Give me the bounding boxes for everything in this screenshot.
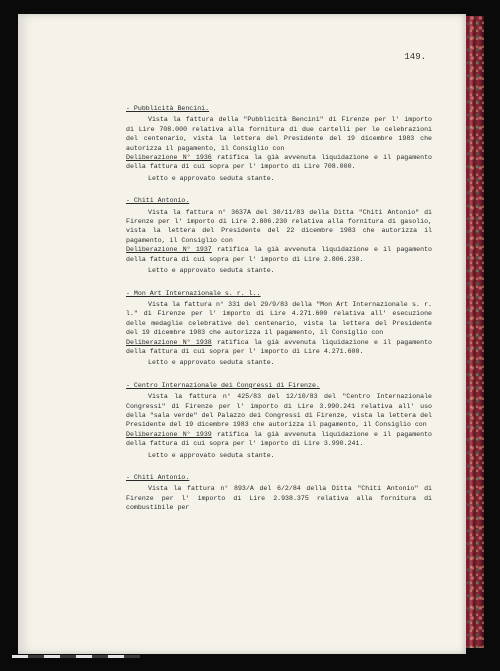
deliberation-text: ratifica la già avvenuta liquidazione e il pagamento della fattura di cui sopra per l' importo di Lire 708.000.	[126, 154, 432, 171]
deliberation-text: ratifica la già avvenuta liquidazione e il pagamento della fattura di cui sopra per l' importo di Lire 2.806.230.	[126, 246, 432, 263]
deliberation	[126, 430, 432, 449]
entry-chiti-antonio-1	[126, 196, 432, 275]
page-number: 149.	[404, 52, 426, 62]
entry-heading: - Mon Art Internazionale s. r. l..	[126, 289, 261, 297]
deliberation-label: Deliberazione N° 1938	[126, 338, 212, 346]
entry-centro-congressi	[126, 381, 432, 460]
entry-paragraph: Vista la fattura n° 331 del 29/9/83 della "Mon Art Internazionale s. r. l." di Firenze per l' importo di Lire 4.271.600 relativa all' esecuzione delle medaglie celebrative del centenario, vista la lettera del Presidente del 19 dicembre 1983 che autorizza il pagamento, il Consiglio con	[126, 300, 432, 337]
entry-paragraph: Vista la fattura n° 425/83 del 12/10/83 del "Centro Internazionale Congressi" di Firenze per l' importo di Lire 3.990.241 relativa all' uso della "sala verde" del Palazzo dei Congressi di Firenze, vista la lettera del Presidente del 19 dicembre 1983 che autorizza il pagamento, il Consiglio con	[126, 393, 432, 429]
deliberation	[126, 338, 432, 357]
deliberation-label: Deliberazione N° 1939	[126, 430, 212, 438]
entry-paragraph: Vista la fattura n° 3637A del 30/11/83 della Ditta "Chiti Antonio" di Firenze per l' importo di Lire 2.806.230 relativa alla fornitura di gasolio, vista la lettera del Presidente del 22 dicembre 1983 che autorizza il pagamento, il Consiglio con	[126, 208, 432, 244]
entry-mon-art	[126, 289, 432, 368]
scan-scale-ruler	[12, 655, 162, 663]
entry-heading: - Chiti Antonio.	[126, 197, 190, 205]
deliberation-label: Deliberazione N° 1936	[126, 154, 212, 162]
ruler-scale-bar	[12, 655, 140, 658]
entry-closing: Letto e approvato seduta stante.	[148, 267, 275, 275]
entry-chiti-antonio-2	[126, 473, 432, 513]
entry-closing: Letto e approvato seduta stante.	[148, 174, 275, 182]
entry-closing: Letto e approvato seduta stante.	[148, 451, 275, 459]
entry-heading: - Pubblicità Bencini.	[126, 105, 210, 112]
deliberation	[126, 245, 432, 264]
entry-paragraph: Vista la fattura n° 893/A del 6/2/84 della Ditta "Chiti Antonio" di Firenze per l' importo di Lire 2.938.375 relativa alla fornitura di combustibile per	[126, 485, 432, 512]
entry-pubblicita-bencini	[126, 104, 432, 183]
entry-heading: - Centro Internazionale dei Congressi di Firenze.	[126, 381, 320, 389]
page-content	[126, 104, 432, 526]
deliberation-text: ratifica la già avvenuta liquidazione e il pagamento della fattura di cui sopra per l' importo di Lire 3.990.241.	[126, 430, 432, 448]
deliberation-text: ratifica la già avvenuta liquidazione e il pagamento della fattura di cui sopra per l' importo di Lire 4.271.600.	[126, 338, 432, 355]
document-page	[18, 14, 466, 654]
entry-heading: - Chiti Antonio.	[126, 474, 190, 481]
deliberation-label: Deliberazione N° 1937	[126, 246, 212, 254]
deliberation	[126, 153, 432, 172]
entry-closing: Letto e approvato seduta stante.	[148, 359, 275, 367]
entry-paragraph: Vista la fattura della "Pubblicità Bencini" di Firenze per l' importo di Lire 708.000 relativa alla fornitura di due cartelli per le celebrazioni del centenario, vista la lettera del Presidente del 19 dicembre 1983 che autorizza il pagamento, il Consiglio con	[126, 116, 432, 152]
